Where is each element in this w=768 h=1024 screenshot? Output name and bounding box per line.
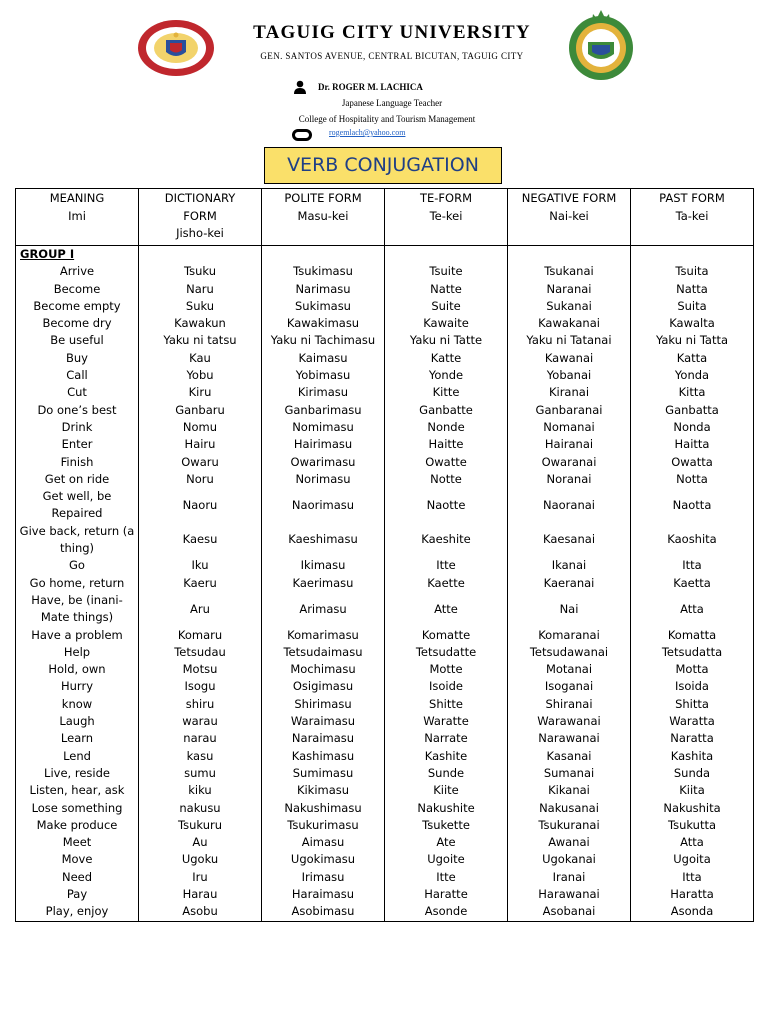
negative-form-cell: Owaranai bbox=[508, 454, 631, 471]
polite-form-cell: Kawakimasu bbox=[262, 315, 385, 332]
dictionary-form-cell: Suku bbox=[139, 298, 262, 315]
dictionary-form-cell: sumu bbox=[139, 765, 262, 782]
te-form-cell: Kaeshite bbox=[385, 523, 508, 558]
dictionary-form-cell: Yobu bbox=[139, 367, 262, 384]
meaning-cell: Become bbox=[16, 281, 139, 298]
dictionary-form-cell: Owaru bbox=[139, 454, 262, 471]
te-form-cell: Itte bbox=[385, 869, 508, 886]
table-row bbox=[16, 696, 754, 713]
table-row bbox=[16, 886, 754, 903]
past-form-cell: Naotta bbox=[631, 488, 754, 523]
dictionary-form-cell: shiru bbox=[139, 696, 262, 713]
te-form-cell: Kaette bbox=[385, 575, 508, 592]
verb-conjugation-table bbox=[15, 188, 754, 922]
table-row bbox=[16, 332, 754, 349]
table-row bbox=[16, 851, 754, 868]
table-row bbox=[16, 263, 754, 280]
past-form-cell: Atta bbox=[631, 592, 754, 627]
polite-form-cell: Kashimasu bbox=[262, 748, 385, 765]
table-row bbox=[16, 298, 754, 315]
polite-form-cell: Mochimasu bbox=[262, 661, 385, 678]
meaning-cell: Laugh bbox=[16, 713, 139, 730]
negative-form-cell: Shiranai bbox=[508, 696, 631, 713]
dictionary-form-cell: Ugoku bbox=[139, 851, 262, 868]
te-form-cell: Ate bbox=[385, 834, 508, 851]
table-row bbox=[16, 713, 754, 730]
dictionary-form-cell: Aru bbox=[139, 592, 262, 627]
dictionary-form-cell: Nomu bbox=[139, 419, 262, 436]
negative-form-cell: Naoranai bbox=[508, 488, 631, 523]
dictionary-form-cell: Komaru bbox=[139, 627, 262, 644]
te-form-cell: Itte bbox=[385, 557, 508, 574]
teacher-role: Japanese Language Teacher bbox=[341, 98, 443, 108]
dictionary-form-cell: Naru bbox=[139, 281, 262, 298]
dictionary-form-cell: Noru bbox=[139, 471, 262, 488]
table-row bbox=[16, 523, 754, 558]
header-main: NEGATIVE FORM bbox=[521, 191, 617, 205]
table-row bbox=[16, 367, 754, 384]
negative-form-cell: Hairanai bbox=[508, 436, 631, 453]
past-form-cell: Kashita bbox=[631, 748, 754, 765]
negative-form-cell: Isoganai bbox=[508, 678, 631, 695]
te-form-cell: Kawaite bbox=[385, 315, 508, 332]
header-sub: FORM bbox=[183, 208, 217, 223]
polite-form-cell: Sukimasu bbox=[262, 298, 385, 315]
teacher-name: Dr. ROGER M. LACHICA bbox=[318, 82, 423, 92]
table-row bbox=[16, 471, 754, 488]
te-form-cell: Suite bbox=[385, 298, 508, 315]
dictionary-form-cell: Harau bbox=[139, 886, 262, 903]
meaning-cell: Help bbox=[16, 644, 139, 661]
polite-form-cell: Sumimasu bbox=[262, 765, 385, 782]
te-form-cell: Yaku ni Tatte bbox=[385, 332, 508, 349]
meaning-cell: Have a problem bbox=[16, 627, 139, 644]
negative-form-cell: Sumanai bbox=[508, 765, 631, 782]
past-form-cell: Suita bbox=[631, 298, 754, 315]
te-form-cell: Narrate bbox=[385, 730, 508, 747]
past-form-cell: Kiita bbox=[631, 782, 754, 799]
meaning-cell: Call bbox=[16, 367, 139, 384]
polite-form-cell: Komarimasu bbox=[262, 627, 385, 644]
header-main: TE-FORM bbox=[419, 191, 473, 205]
meaning-cell: Go bbox=[16, 557, 139, 574]
university-address: GEN. SANTOS AVENUE, CENTRAL BICUTAN, TAGUIG CITY bbox=[260, 51, 524, 61]
dictionary-form-cell: Kiru bbox=[139, 384, 262, 401]
negative-form-cell: Ugokanai bbox=[508, 851, 631, 868]
polite-form-cell: Nakushimasu bbox=[262, 800, 385, 817]
meaning-cell: Hurry bbox=[16, 678, 139, 695]
meaning-cell: Move bbox=[16, 851, 139, 868]
negative-form-cell: Kasanai bbox=[508, 748, 631, 765]
table-row bbox=[16, 592, 754, 627]
meaning-cell: know bbox=[16, 696, 139, 713]
header-sub: Nai-kei bbox=[549, 208, 589, 223]
meaning-cell: Hold, own bbox=[16, 661, 139, 678]
dictionary-form-cell: Isogu bbox=[139, 678, 262, 695]
header-te-form bbox=[385, 189, 508, 246]
meaning-cell: Finish bbox=[16, 454, 139, 471]
negative-form-cell: Nai bbox=[508, 592, 631, 627]
table-row bbox=[16, 454, 754, 471]
polite-form-cell: Kaerimasu bbox=[262, 575, 385, 592]
negative-form-cell: Ganbaranai bbox=[508, 402, 631, 419]
negative-form-cell: Asobanai bbox=[508, 903, 631, 921]
meaning-cell: Cut bbox=[16, 384, 139, 401]
past-form-cell: Nakushita bbox=[631, 800, 754, 817]
meaning-cell: Need bbox=[16, 869, 139, 886]
negative-form-cell: Tetsudawanai bbox=[508, 644, 631, 661]
past-form-cell: Ganbatta bbox=[631, 402, 754, 419]
dictionary-form-cell: Ganbaru bbox=[139, 402, 262, 419]
dictionary-form-cell: Kaesu bbox=[139, 523, 262, 558]
polite-form-cell: Arimasu bbox=[262, 592, 385, 627]
person-icon bbox=[293, 80, 307, 94]
polite-form-cell: Tetsudaimasu bbox=[262, 644, 385, 661]
past-form-cell: Shitta bbox=[631, 696, 754, 713]
negative-form-cell: Harawanai bbox=[508, 886, 631, 903]
table-row bbox=[16, 350, 754, 367]
past-form-cell: Kitta bbox=[631, 384, 754, 401]
dictionary-form-cell: Asobu bbox=[139, 903, 262, 921]
te-form-cell: Haratte bbox=[385, 886, 508, 903]
te-form-cell: Shitte bbox=[385, 696, 508, 713]
past-form-cell: Itta bbox=[631, 869, 754, 886]
table-row bbox=[16, 661, 754, 678]
table-row bbox=[16, 782, 754, 799]
polite-form-cell: Ugokimasu bbox=[262, 851, 385, 868]
document-title: VERB CONJUGATION bbox=[264, 147, 502, 184]
negative-form-cell: Naranai bbox=[508, 281, 631, 298]
polite-form-cell: Shirimasu bbox=[262, 696, 385, 713]
past-form-cell: Asonda bbox=[631, 903, 754, 921]
past-form-cell: Haratta bbox=[631, 886, 754, 903]
past-form-cell: Yonda bbox=[631, 367, 754, 384]
meaning-cell: Get well, be Repaired bbox=[16, 488, 139, 523]
past-form-cell: Atta bbox=[631, 834, 754, 851]
past-form-cell: Katta bbox=[631, 350, 754, 367]
te-form-cell: Komatte bbox=[385, 627, 508, 644]
header-past-form bbox=[631, 189, 754, 246]
te-form-cell: Natte bbox=[385, 281, 508, 298]
table-row bbox=[16, 627, 754, 644]
past-form-cell: Yaku ni Tatta bbox=[631, 332, 754, 349]
polite-form-cell: Tsukimasu bbox=[262, 263, 385, 280]
polite-form-cell: Ikimasu bbox=[262, 557, 385, 574]
table-row bbox=[16, 315, 754, 332]
meaning-cell: Become dry bbox=[16, 315, 139, 332]
negative-form-cell: Komaranai bbox=[508, 627, 631, 644]
past-form-cell: Isoida bbox=[631, 678, 754, 695]
header-dictionary-form bbox=[139, 189, 262, 246]
group-row bbox=[16, 246, 754, 264]
table-row bbox=[16, 730, 754, 747]
table-row bbox=[16, 402, 754, 419]
header-sub2: Jisho-kei bbox=[176, 226, 224, 240]
polite-form-cell: Kaeshimasu bbox=[262, 523, 385, 558]
te-form-cell: Yonde bbox=[385, 367, 508, 384]
group-label: GROUP I bbox=[16, 246, 139, 264]
polite-form-cell: Hairimasu bbox=[262, 436, 385, 453]
te-form-cell: Kiite bbox=[385, 782, 508, 799]
polite-form-cell: Narimasu bbox=[262, 281, 385, 298]
negative-form-cell: Tsukuranai bbox=[508, 817, 631, 834]
negative-form-cell: Nomanai bbox=[508, 419, 631, 436]
header-sub: Te-kei bbox=[429, 208, 463, 223]
te-form-cell: Kashite bbox=[385, 748, 508, 765]
meaning-cell: Get on ride bbox=[16, 471, 139, 488]
past-form-cell: Nonda bbox=[631, 419, 754, 436]
meaning-cell: Give back, return (a thing) bbox=[16, 523, 139, 558]
meaning-cell: Drink bbox=[16, 419, 139, 436]
table-row bbox=[16, 384, 754, 401]
negative-form-cell: Kiranai bbox=[508, 384, 631, 401]
dictionary-form-cell: Kawakun bbox=[139, 315, 262, 332]
dictionary-form-cell: Tetsudau bbox=[139, 644, 262, 661]
city-seal-logo bbox=[562, 8, 640, 82]
negative-form-cell: Kawanai bbox=[508, 350, 631, 367]
dictionary-form-cell: Kaeru bbox=[139, 575, 262, 592]
dictionary-form-cell: narau bbox=[139, 730, 262, 747]
meaning-cell: Live, reside bbox=[16, 765, 139, 782]
polite-form-cell: Kaimasu bbox=[262, 350, 385, 367]
dictionary-form-cell: Iru bbox=[139, 869, 262, 886]
meaning-cell: Be useful bbox=[16, 332, 139, 349]
past-form-cell: Komatta bbox=[631, 627, 754, 644]
meaning-cell: Pay bbox=[16, 886, 139, 903]
te-form-cell: Isoide bbox=[385, 678, 508, 695]
table-row bbox=[16, 800, 754, 817]
polite-form-cell: Tsukurimasu bbox=[262, 817, 385, 834]
teacher-email-link[interactable]: rogemlach@yahoo.com bbox=[329, 128, 406, 137]
document-header bbox=[0, 0, 768, 190]
university-name: TAGUIG CITY UNIVERSITY bbox=[253, 22, 531, 43]
table-row bbox=[16, 748, 754, 765]
te-form-cell: Ugoite bbox=[385, 851, 508, 868]
polite-form-cell: Kirimasu bbox=[262, 384, 385, 401]
header-negative-form bbox=[508, 189, 631, 246]
polite-form-cell: Asobimasu bbox=[262, 903, 385, 921]
meaning-cell: Do one’s best bbox=[16, 402, 139, 419]
polite-form-cell: Naraimasu bbox=[262, 730, 385, 747]
te-form-cell: Tsukette bbox=[385, 817, 508, 834]
negative-form-cell: Yobanai bbox=[508, 367, 631, 384]
te-form-cell: Motte bbox=[385, 661, 508, 678]
past-form-cell: Waratta bbox=[631, 713, 754, 730]
te-form-cell: Ganbatte bbox=[385, 402, 508, 419]
polite-form-cell: Naorimasu bbox=[262, 488, 385, 523]
polite-form-cell: Yobimasu bbox=[262, 367, 385, 384]
dictionary-form-cell: nakusu bbox=[139, 800, 262, 817]
table-row bbox=[16, 834, 754, 851]
dictionary-form-cell: Kau bbox=[139, 350, 262, 367]
negative-form-cell: Kikanai bbox=[508, 782, 631, 799]
te-form-cell: Asonde bbox=[385, 903, 508, 921]
meaning-cell: Go home, return bbox=[16, 575, 139, 592]
header-polite-form bbox=[262, 189, 385, 246]
te-form-cell: Owatte bbox=[385, 454, 508, 471]
past-form-cell: Sunda bbox=[631, 765, 754, 782]
dictionary-form-cell: Hairu bbox=[139, 436, 262, 453]
dictionary-form-cell: Iku bbox=[139, 557, 262, 574]
negative-form-cell: Nakusanai bbox=[508, 800, 631, 817]
polite-form-cell: Norimasu bbox=[262, 471, 385, 488]
dictionary-form-cell: kiku bbox=[139, 782, 262, 799]
te-form-cell: Naotte bbox=[385, 488, 508, 523]
table-header-row bbox=[16, 189, 754, 246]
meaning-cell: Enter bbox=[16, 436, 139, 453]
table-row bbox=[16, 817, 754, 834]
table-row bbox=[16, 575, 754, 592]
past-form-cell: Ugoita bbox=[631, 851, 754, 868]
negative-form-cell: Kawakanai bbox=[508, 315, 631, 332]
header-main: MEANING bbox=[49, 191, 105, 205]
header-sub: Masu-kei bbox=[297, 208, 349, 223]
table-row bbox=[16, 644, 754, 661]
polite-form-cell: Nomimasu bbox=[262, 419, 385, 436]
meaning-cell: Make produce bbox=[16, 817, 139, 834]
header-main: DICTIONARY bbox=[164, 191, 236, 205]
meaning-cell: Meet bbox=[16, 834, 139, 851]
table-row bbox=[16, 678, 754, 695]
past-form-cell: Tsuita bbox=[631, 263, 754, 280]
past-form-cell: Kawalta bbox=[631, 315, 754, 332]
polite-form-cell: Aimasu bbox=[262, 834, 385, 851]
te-form-cell: Sunde bbox=[385, 765, 508, 782]
dictionary-form-cell: Au bbox=[139, 834, 262, 851]
polite-form-cell: Irimasu bbox=[262, 869, 385, 886]
negative-form-cell: Tsukanai bbox=[508, 263, 631, 280]
email-icon bbox=[292, 129, 312, 141]
past-form-cell: Owatta bbox=[631, 454, 754, 471]
polite-form-cell: Yaku ni Tachimasu bbox=[262, 332, 385, 349]
negative-form-cell: Kaesanai bbox=[508, 523, 631, 558]
polite-form-cell: Kikimasu bbox=[262, 782, 385, 799]
negative-form-cell: Motanai bbox=[508, 661, 631, 678]
meaning-cell: Buy bbox=[16, 350, 139, 367]
dictionary-form-cell: Yaku ni tatsu bbox=[139, 332, 262, 349]
meaning-cell: Lose something bbox=[16, 800, 139, 817]
negative-form-cell: Narawanai bbox=[508, 730, 631, 747]
polite-form-cell: Ganbarimasu bbox=[262, 402, 385, 419]
meaning-cell: Learn bbox=[16, 730, 139, 747]
teacher-college: College of Hospitality and Tourism Management bbox=[298, 114, 476, 124]
te-form-cell: Nakushite bbox=[385, 800, 508, 817]
past-form-cell: Itta bbox=[631, 557, 754, 574]
meaning-cell: Play, enjoy bbox=[16, 903, 139, 921]
negative-form-cell: Kaeranai bbox=[508, 575, 631, 592]
table-row bbox=[16, 488, 754, 523]
negative-form-cell: Iranai bbox=[508, 869, 631, 886]
table-row bbox=[16, 765, 754, 782]
past-form-cell: Tetsudatta bbox=[631, 644, 754, 661]
table-row bbox=[16, 281, 754, 298]
table-row bbox=[16, 419, 754, 436]
te-form-cell: Tsuite bbox=[385, 263, 508, 280]
te-form-cell: Nonde bbox=[385, 419, 508, 436]
header-sub: Ta-kei bbox=[675, 208, 709, 223]
dictionary-form-cell: Naoru bbox=[139, 488, 262, 523]
dictionary-form-cell: Tsukuru bbox=[139, 817, 262, 834]
dictionary-form-cell: Motsu bbox=[139, 661, 262, 678]
te-form-cell: Katte bbox=[385, 350, 508, 367]
past-form-cell: Kaetta bbox=[631, 575, 754, 592]
meaning-cell: Have, be (inani-Mate things) bbox=[16, 592, 139, 627]
university-seal-logo bbox=[136, 18, 216, 78]
past-form-cell: Naratta bbox=[631, 730, 754, 747]
dictionary-form-cell: kasu bbox=[139, 748, 262, 765]
meaning-cell: Become empty bbox=[16, 298, 139, 315]
te-form-cell: Waratte bbox=[385, 713, 508, 730]
dictionary-form-cell: Tsuku bbox=[139, 263, 262, 280]
meaning-cell: Lend bbox=[16, 748, 139, 765]
past-form-cell: Tsukutta bbox=[631, 817, 754, 834]
te-form-cell: Kitte bbox=[385, 384, 508, 401]
table-row bbox=[16, 869, 754, 886]
polite-form-cell: Waraimasu bbox=[262, 713, 385, 730]
te-form-cell: Atte bbox=[385, 592, 508, 627]
past-form-cell: Notta bbox=[631, 471, 754, 488]
te-form-cell: Notte bbox=[385, 471, 508, 488]
meaning-cell: Listen, hear, ask bbox=[16, 782, 139, 799]
header-sub: Imi bbox=[68, 208, 86, 223]
past-form-cell: Motta bbox=[631, 661, 754, 678]
meaning-cell: Arrive bbox=[16, 263, 139, 280]
header-meaning bbox=[16, 189, 139, 246]
past-form-cell: Natta bbox=[631, 281, 754, 298]
past-form-cell: Kaoshita bbox=[631, 523, 754, 558]
table-body bbox=[16, 246, 754, 922]
negative-form-cell: Noranai bbox=[508, 471, 631, 488]
negative-form-cell: Ikanai bbox=[508, 557, 631, 574]
dictionary-form-cell: warau bbox=[139, 713, 262, 730]
header-main: POLITE FORM bbox=[284, 191, 362, 205]
table-row bbox=[16, 903, 754, 921]
te-form-cell: Tetsudatte bbox=[385, 644, 508, 661]
table-row bbox=[16, 557, 754, 574]
negative-form-cell: Awanai bbox=[508, 834, 631, 851]
negative-form-cell: Sukanai bbox=[508, 298, 631, 315]
negative-form-cell: Warawanai bbox=[508, 713, 631, 730]
polite-form-cell: Haraimasu bbox=[262, 886, 385, 903]
table-row bbox=[16, 436, 754, 453]
polite-form-cell: Osigimasu bbox=[262, 678, 385, 695]
negative-form-cell: Yaku ni Tatanai bbox=[508, 332, 631, 349]
header-main: PAST FORM bbox=[659, 191, 725, 205]
polite-form-cell: Owarimasu bbox=[262, 454, 385, 471]
past-form-cell: Haitta bbox=[631, 436, 754, 453]
te-form-cell: Haitte bbox=[385, 436, 508, 453]
